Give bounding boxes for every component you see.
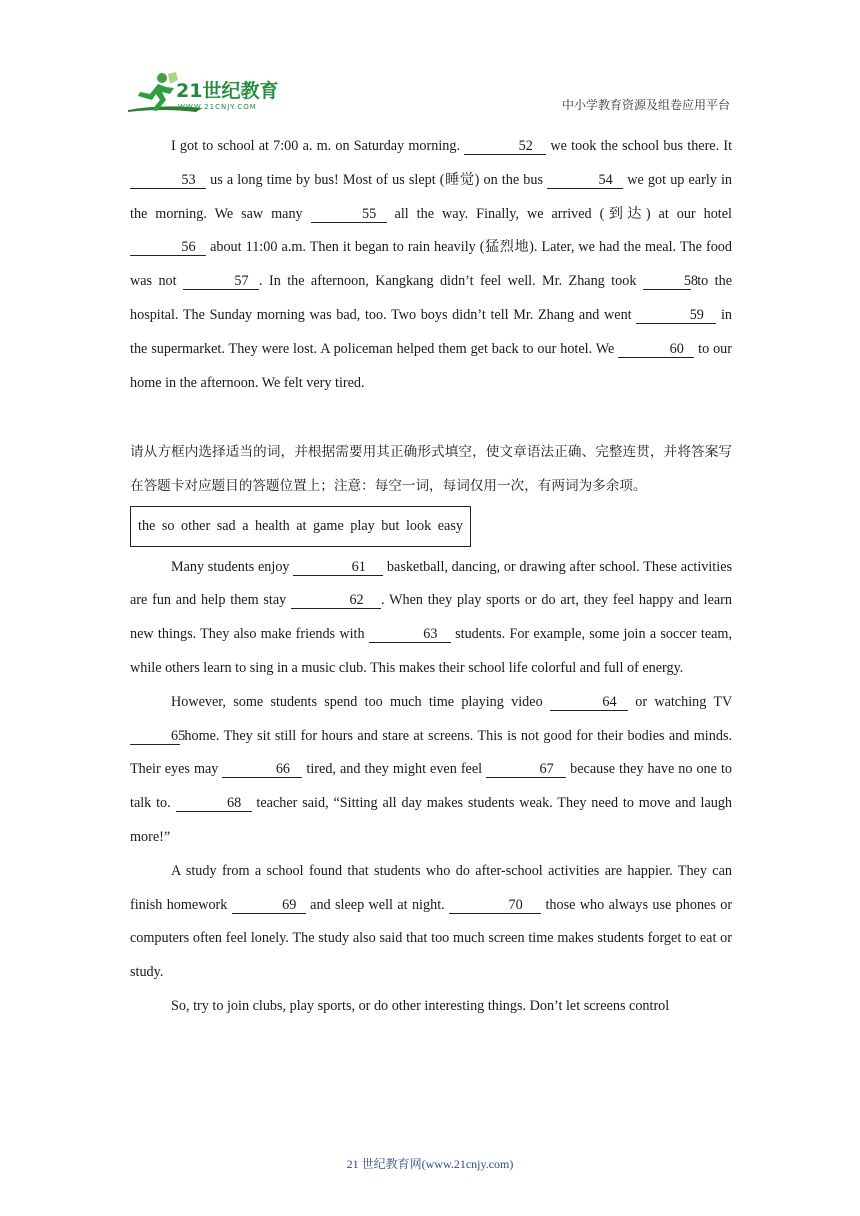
word-box: the so other sad a health at game play but look easy [130,506,471,547]
blank-66[interactable]: 66 [222,761,302,778]
blank-58[interactable]: 58 [643,273,691,290]
footer-text: 21 世纪教育网(www.21cnjy.com) [346,1157,514,1171]
passage-1 [130,130,732,400]
blank-54[interactable]: 54 [547,172,623,189]
task-2 [130,436,732,1024]
svg-text:21世纪教育: 21世纪教育 [176,80,279,102]
blank-52[interactable]: 52 [464,138,546,155]
blank-64[interactable]: 64 [550,694,628,711]
blank-69[interactable]: 69 [232,897,306,914]
passage-2-paragraph-3: A study from a school found that students who do after-school activities are happier. They can finish homework 69 and sleep well at night. 70 those who always use phones or computers often feel lonely. The study also said that too much screen time makes students forget to eat or study. [130,862,733,981]
site-logo [122,70,292,114]
blank-61[interactable]: 61 [293,559,383,576]
blank-68[interactable]: 68 [176,795,252,812]
blank-56[interactable]: 56 [130,239,206,256]
passage-2-paragraph-2: However, some students spend too much time playing video 64 or watching TV 65 home. They sit still for hours and stare at screens. This is not good for their bodies and minds. Their eyes may 66 tired, and they might even feel 67 because they have no one to talk to. 68 teacher said, “Sitting all day makes students weak. They need to move and laugh more!” [130,693,733,845]
instructions-text: 请从方框内选择适当的词，并根据需要用其正确形式填空，使文章语法正确、完整连贯，并将答案写在答题卡对应题目的答题位置上；注意：每空一词，每词仅用一次，有两词为多余项。 [130,444,732,494]
passage-2-paragraph-4: So, try to join clubs, play sports, or do other interesting things. Don’t let screens control [171,997,670,1014]
blank-67[interactable]: 67 [486,761,566,778]
blank-59[interactable]: 59 [636,307,716,324]
svg-text:WWW.21CNJY.COM: WWW.21CNJY.COM [178,103,257,111]
blank-63[interactable]: 63 [369,626,451,643]
platform-label: 中小学教育资源及组卷应用平台 [561,98,730,112]
passage-2-paragraph-1: Many students enjoy 61 basketball, dancing, or drawing after school. These activities are fun and help them stay 62 . When they play sports or do art, they feel happy and learn new things. They also make friends with 63 students. For example, some join a soccer team, while others learn to sing in a music club. This makes their school life colorful and full of energy. [130,558,733,676]
blank-62[interactable]: 62 [291,592,381,609]
blank-57[interactable]: 57 [183,273,259,290]
blank-60[interactable]: 60 [618,341,694,358]
blank-53[interactable]: 53 [130,172,206,189]
blank-65[interactable]: 65 [130,728,180,745]
blank-55[interactable]: 55 [311,206,387,223]
runner-logo-icon [122,70,292,114]
blank-70[interactable]: 70 [449,897,541,914]
passage-1-paragraph: I got to school at 7:00 a. m. on Saturday morning. 52 we took the school bus there. It 53 us a long time by bus! Most of us slept (睡觉) on the bus 54 we got up early in the morning. We saw many 55 all the way. Finally, we arrived (到达) at our hotel 56 about 11:00 a.m. Then it began to rain heavily (猛烈地). Later, we had the meal. The food was not 57 . In the afternoon, Kangkang didn’t feel well. Mr. Zhang took 58 to the hospital. The Sunday morning was bad, too. Two boys didn’t tell Mr. Zhang and went 59 in the supermarket. They were lost. A policeman helped them get back to our hotel. We 60 to our home in the afternoon. We felt very tired. [130,138,733,391]
